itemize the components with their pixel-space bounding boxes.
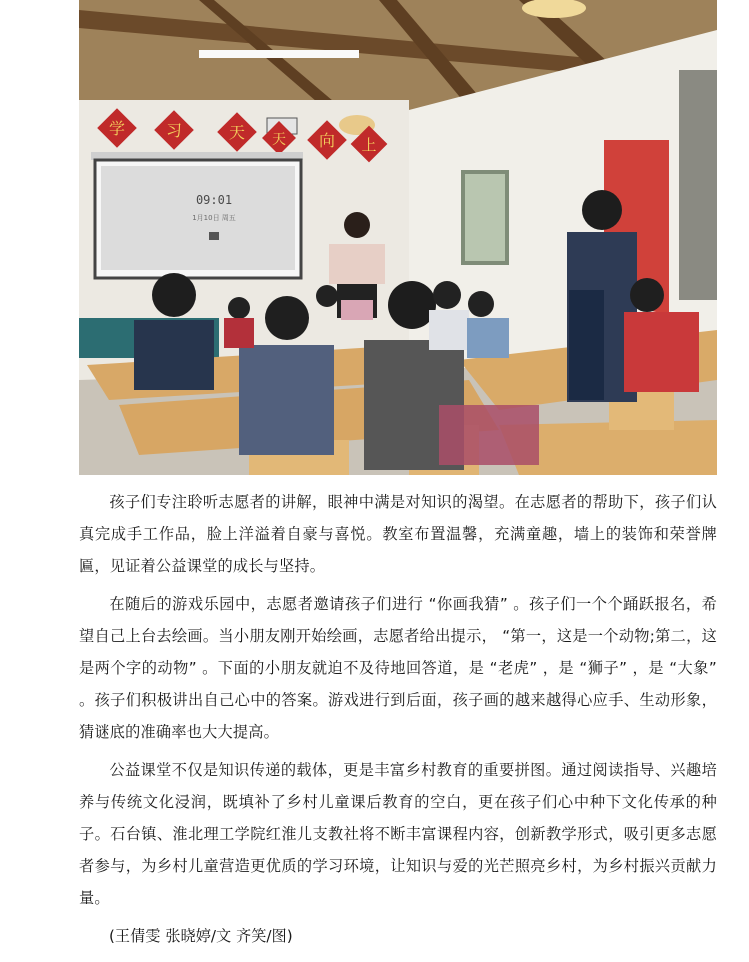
article-paragraph: 孩子们专注聆听志愿者的讲解，眼神中满是对知识的渴望。在志愿者的帮助下，孩子们认真完成手工作品，脸上洋溢着自豪与喜悦。教室布置温馨，充满童趣，墙上的装饰和荣誉牌匾，见证着公益课堂的成长与坚持。 [79,493,717,575]
child-figure [265,296,309,340]
banner-char: 上 [361,136,377,154]
author-credit: (王倩雯 张晓婷/文 齐笑/图) [109,927,293,945]
article-paragraph: 在随后的游戏乐园中，志愿者邀请孩子们进行 “你画我猜” 。孩子们一个个踊跃报名，希望自己上台去绘画。当小朋友刚开始绘画，志愿者给出提示， “第一，这是一个动物;第二，这是两个字的动物” 。下面的小朋友就迫不及待地回答道，是 “老虎” ，是 “狮子” ，是 “大象” 。孩子们积极讲出自己心中的答案。游戏进行到后面，孩子画的越来越得心应手、生动形象，猜谜底的准确率也大大提高。 [79,595,717,741]
banner-char: 习 [165,121,183,140]
classroom-photo [79,0,717,475]
child-figure [152,273,196,317]
article-body [79,486,717,952]
banner-char: 向 [318,131,336,150]
child-figure [630,278,664,312]
lock-icon [209,232,219,240]
banner-char: 天 [272,132,286,148]
screen-time: 09:01 [195,193,233,207]
child-figure [582,190,622,230]
screen-date: 1月10日 周五 [192,214,236,222]
child-figure [388,281,436,329]
banner-char: 天 [228,123,246,142]
classroom-scene [79,0,717,475]
banner-char: 学 [108,119,126,138]
article-paragraph: 公益课堂不仅是知识传递的载体，更是丰富乡村教育的重要拼图。通过阅读指导、兴趣培养与传统文化浸润，既填补了乡村儿童课后教育的空白，更在孩子们心中种下文化传承的种子。石台镇、淮北理工学院红淮儿支教社将不断丰富课程内容，创新教学形式，吸引更多志愿者参与，为乡村儿童营造更优质的学习环境，让知识与爱的光芒照亮乡村，为乡村振兴贡献力量。 [79,761,717,907]
